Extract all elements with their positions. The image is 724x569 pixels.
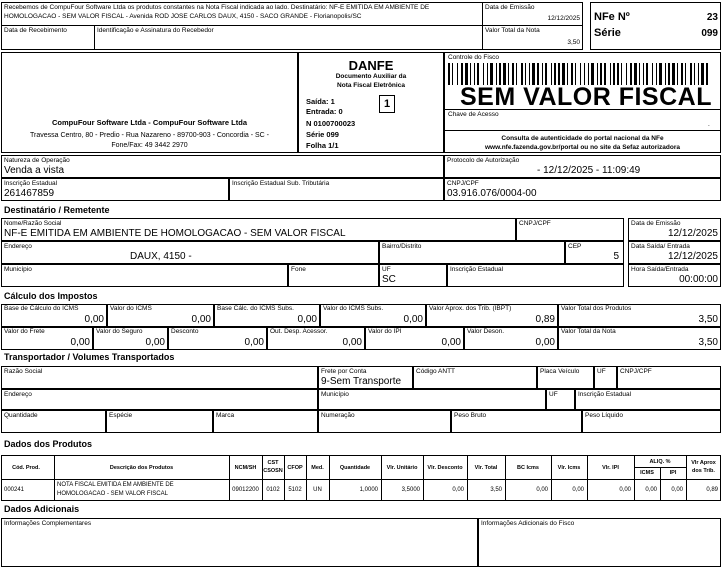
recipient-cep-label: CEP — [568, 243, 582, 250]
barcode-bar — [630, 63, 632, 85]
tax-label: Out. Desp. Acessor. — [270, 328, 328, 335]
product-code: 000241 — [4, 487, 25, 493]
barcode-bar — [626, 63, 627, 85]
col-header: Med. — [311, 465, 324, 471]
danfe-subtitle-2: Nota Fiscal Eletrônica — [337, 82, 405, 89]
barcode-bar — [521, 63, 523, 85]
barcode-bar — [508, 63, 509, 85]
col-divider — [329, 455, 330, 501]
canhoto-total-value: 3,50 — [567, 39, 580, 46]
tax-value: 0,00 — [145, 337, 165, 348]
canhoto-total-label: Valor Total da Nota — [485, 27, 540, 34]
recipient-address-value: DAUX, 4150 - — [130, 251, 192, 262]
tax-value: 3,50 — [698, 337, 718, 348]
recipient-ie-label: Inscrição Estadual — [450, 266, 504, 273]
recipient-emission-label: Data de Emissão — [631, 220, 681, 227]
barcode-bar — [461, 63, 463, 85]
transport-label: Endereço — [4, 391, 32, 398]
tax-value: 0,00 — [441, 337, 461, 348]
barcode-bar — [551, 63, 552, 85]
barcode-image — [448, 63, 712, 85]
barcode-bar — [537, 63, 539, 85]
product-desc-1: NOTA FISCAL EMITIDA EM AMBIENTE DE — [57, 482, 174, 488]
barcode-bar — [659, 63, 662, 85]
barcode-bar — [512, 63, 514, 85]
col-header: CSOSN — [263, 468, 283, 474]
tax-value: 0,89 — [535, 314, 555, 325]
products-header-divider — [1, 479, 721, 480]
col-header: BC Icms — [516, 465, 539, 471]
recipient-name-label: Nome/Razão Social — [4, 220, 62, 227]
recipient-exit-date-value: 12/12/2025 — [667, 251, 718, 262]
product-aliq-ipi: 0,00 — [671, 487, 683, 493]
col-header: dos Trib. — [692, 468, 715, 474]
transport-label: Marca — [216, 412, 235, 419]
barcode-bar — [701, 63, 704, 85]
barcode-bar — [554, 63, 556, 85]
col-header: Vlr. IPI — [602, 465, 619, 471]
col-header: IPI — [669, 470, 677, 476]
transport-label: Peso Líquido — [585, 412, 623, 419]
barcode-bar — [604, 63, 606, 85]
tax-label: Base Cálc. do ICMS Subs. — [217, 305, 294, 312]
barcode-bar — [588, 63, 589, 85]
nfe-number-box — [590, 2, 721, 50]
product-total: 3,50 — [490, 487, 502, 493]
recipient-emission-value: 12/12/2025 — [667, 228, 718, 239]
product-aliq-icms: 0,00 — [645, 487, 657, 493]
col-divider — [54, 455, 55, 501]
col-header: ALIQ. % — [649, 459, 671, 465]
col-header: Cód. Prod. — [12, 465, 40, 471]
col-divider — [229, 455, 230, 501]
ie-st-label: Inscrição Estadual Sub. Tributária — [232, 180, 330, 187]
barcode-bar — [639, 63, 640, 85]
nature-value: Venda a vista — [4, 165, 65, 176]
tax-label: Base de Cálculo do ICMS — [4, 305, 79, 312]
recipient-phone-label: Fone — [291, 266, 306, 273]
nature-label: Natureza de Operação — [4, 157, 70, 164]
tax-label: Valor do Frete — [4, 328, 45, 335]
product-discount: 0,00 — [452, 487, 464, 493]
recipient-exit-time-label: Hora Saída/Entrada — [631, 266, 689, 273]
barcode-bar — [681, 63, 683, 85]
col-divider — [587, 455, 588, 501]
transport-label: Placa Veículo — [540, 368, 580, 375]
tax-label: Valor Total dos Produtos — [561, 305, 632, 312]
barcode-bar — [457, 63, 458, 85]
barcode-bar — [532, 63, 535, 85]
transport-label: Espécie — [109, 412, 133, 419]
recipient-city-label: Município — [4, 266, 32, 273]
tax-value: 3,50 — [698, 314, 718, 325]
col-divider — [423, 455, 424, 501]
barcode-bar — [470, 63, 471, 85]
access-key-value: . — [708, 121, 710, 128]
recipient-district-label: Bairro/Distrito — [382, 243, 422, 250]
canhoto-divider — [1, 25, 583, 26]
barcode-bar — [600, 63, 602, 85]
barcode-bar — [706, 63, 708, 85]
product-qty: 1,0000 — [359, 487, 378, 493]
frete-value: 9-Sem Transporte — [321, 376, 402, 387]
canhoto-vline-2 — [94, 25, 95, 50]
product-ncm: 09012200 — [232, 487, 259, 493]
tax-label: Valor do Seguro — [96, 328, 143, 335]
barcode-bar — [496, 63, 497, 85]
barcode-bar — [597, 63, 598, 85]
barcode-bar — [477, 63, 479, 85]
barcode-bar — [643, 63, 644, 85]
nfe-number: 23 — [706, 12, 718, 23]
barcode-bar — [562, 63, 565, 85]
col-header: CFOP — [287, 465, 303, 471]
recipient-city-box — [1, 264, 288, 287]
product-desc-2: HOMOLOGACAO - SEM VALOR FISCAL — [57, 491, 168, 497]
barcode-bar — [677, 63, 678, 85]
barcode-bar — [542, 63, 543, 85]
barcode-bar — [525, 63, 526, 85]
transport-label: Código ANTT — [416, 368, 456, 375]
serie-label: Série — [594, 27, 621, 39]
ie-value: 261467859 — [4, 188, 55, 199]
tax-label: Valor Deson. — [467, 328, 505, 335]
emitter-name: CompuFour Software Ltda - CompuFour Software Ltda — [52, 118, 247, 127]
canhoto-emission-date: 12/12/2025 — [547, 15, 580, 22]
canhoto-received-text-2: HOMOLOGACAO - SEM VALOR FISCAL - Avenida ROD JOSE CARLOS DAUX, 4150 - SACO GRANDE - Florianopolis/SC — [4, 13, 362, 20]
transport-label: UF — [549, 391, 558, 398]
fisco-divider-1 — [444, 109, 721, 110]
barcode-bar — [529, 63, 530, 85]
product-cfop: 5102 — [288, 487, 302, 493]
complementary-label: Informações Complementares — [4, 520, 92, 527]
danfe-serie: Série 099 — [306, 130, 339, 139]
barcode-bar — [503, 63, 506, 85]
barcode-bar — [694, 63, 695, 85]
tax-value: 0,00 — [84, 314, 104, 325]
danfe-type: 1 — [383, 98, 391, 110]
product-bc-icms: 0,00 — [536, 487, 548, 493]
consult-line-2: www.nfe.fazenda.gov.br/portal ou no site da Sefaz autorizadora — [484, 144, 681, 151]
barcode-bar — [668, 63, 670, 85]
taxes-section-title: Cálculo dos Impostos — [4, 291, 98, 301]
recipient-exit-time-value: 00:00:00 — [679, 274, 718, 285]
barcode-bar — [452, 63, 453, 85]
barcode-bar — [698, 63, 699, 85]
transport-label: Numeração — [321, 412, 355, 419]
tax-label: Valor Aprox. dos Trib. (IBPT) — [429, 305, 512, 312]
barcode-bar — [487, 63, 488, 85]
recipient-uf-label: UF — [382, 266, 391, 273]
tax-value: 0,00 — [297, 314, 317, 325]
recipient-address-label: Endereço — [4, 243, 32, 250]
fisco-watermark: SEM VALOR FISCAL — [460, 83, 712, 111]
tax-label: Valor do ICMS — [110, 305, 152, 312]
canhoto-vline-1 — [482, 2, 483, 50]
barcode-bar — [545, 63, 547, 85]
cnpj-value: 03.916.076/0004-00 — [447, 188, 537, 199]
transport-label: UF — [597, 368, 606, 375]
barcode-bar — [656, 63, 657, 85]
barcode-bar — [690, 63, 692, 85]
cnpj-label: CNPJ/CPF — [447, 180, 479, 187]
product-v-icms: 0,00 — [572, 487, 584, 493]
tax-label: Valor do ICMS Subs. — [323, 305, 384, 312]
barcode-bar — [567, 63, 568, 85]
barcode-bar — [448, 63, 450, 85]
barcode-bar — [646, 63, 648, 85]
barcode-bar — [571, 63, 573, 85]
barcode-bar — [685, 63, 686, 85]
transport-section-title: Transportador / Volumes Transportados — [4, 352, 175, 362]
protocol-label: Protocolo de Autorização — [447, 157, 520, 164]
protocol-value: - 12/12/2025 - 11:09:49 — [537, 165, 641, 176]
col-header: Descrição dos Produtos — [109, 465, 174, 471]
tax-label: Valor Total da Nota — [561, 328, 616, 335]
tax-value: 0,00 — [70, 337, 90, 348]
barcode-bar — [672, 63, 675, 85]
consult-line-1: Consulta de autenticidade do portal nacional da NFe — [501, 135, 664, 142]
aliq-divider — [634, 467, 686, 468]
transport-label: Peso Bruto — [454, 412, 487, 419]
barcode-bar — [483, 63, 484, 85]
product-cst: 0102 — [266, 487, 280, 493]
col-divider — [306, 455, 307, 501]
barcode-bar — [652, 63, 653, 85]
canhoto-receipt-date-label: Data de Recebimento — [4, 27, 67, 34]
product-unit-value: 3,5000 — [401, 487, 420, 493]
canhoto-received-text-1: Recebemos de CompuFour Software Ltda os produtos constantes na Nota Fiscal indicada ao lado. Destinatário: NF-E EMITIDA EM AMBIENTE DE — [4, 4, 430, 11]
danfe-saida: Saída: 1 — [306, 97, 335, 106]
fisco-divider-2 — [444, 130, 721, 131]
col-header: CST — [267, 460, 279, 466]
barcode-bar — [499, 63, 501, 85]
tax-label: Valor do IPI — [368, 328, 402, 335]
col-header: Vlr. Unitário — [386, 465, 418, 471]
recipient-exit-date-label: Data Saída/ Entrada — [631, 243, 690, 250]
recipient-cep-value: 5 — [613, 251, 619, 262]
product-trib: 0,89 — [706, 487, 718, 493]
danfe-entrada: Entrada: 0 — [306, 107, 343, 116]
product-v-ipi: 0,00 — [619, 487, 631, 493]
recipient-section-title: Destinatário / Remetente — [4, 205, 110, 215]
barcode-bar — [580, 63, 581, 85]
tax-value: 0,00 — [342, 337, 362, 348]
barcode-bar — [558, 63, 560, 85]
serie-number: 099 — [701, 28, 718, 39]
barcode-bar — [575, 63, 576, 85]
barcode-bar — [516, 63, 517, 85]
barcode-bar — [591, 63, 594, 85]
barcode-bar — [634, 63, 637, 85]
emitter-address: Travessa Centro, 80 - Predio - Rua Nazareno - 89700-903 - Concordia - SC - — [29, 132, 269, 139]
col-header: Vlr Aprox — [691, 460, 716, 466]
danfe-title: DANFE — [348, 58, 394, 73]
col-header: Vlr. Desconto — [427, 465, 463, 471]
barcode-bar — [490, 63, 493, 85]
tax-value: 0,00 — [244, 337, 264, 348]
tax-label: Desconto — [171, 328, 199, 335]
col-header: Vlr. Total — [474, 465, 498, 471]
canhoto-emission-label: Data de Emissão — [485, 4, 535, 11]
access-key-label: Chave de Acesso — [448, 111, 499, 118]
transport-label: Inscrição Estadual — [578, 391, 632, 398]
tax-value: 0,00 — [191, 314, 211, 325]
transport-label: Município — [321, 391, 349, 398]
transport-label: Frete por Conta — [321, 368, 367, 375]
recipient-uf-value: SC — [382, 274, 396, 285]
col-divider — [381, 455, 382, 501]
nfe-label: NFe Nº — [594, 11, 630, 23]
barcode-bar — [474, 63, 475, 85]
additional-section-title: Dados Adicionais — [4, 504, 80, 514]
canhoto-signature-label: Identificação e Assinatura do Recebedor — [97, 27, 214, 34]
ie-label: Inscrição Estadual — [4, 180, 58, 187]
col-header: Vlr. Icms — [557, 465, 581, 471]
transport-label: CNPJ/CPF — [620, 368, 652, 375]
transport-label: Razão Social — [4, 368, 43, 375]
barcode-bar — [613, 63, 615, 85]
col-divider — [467, 455, 468, 501]
tax-value: 0,00 — [535, 337, 555, 348]
barcode-bar — [665, 63, 666, 85]
barcode-bar — [621, 63, 622, 85]
recipient-cnpj-label: CNPJ/CPF — [519, 220, 551, 227]
products-section-title: Dados dos Produtos — [4, 439, 93, 449]
product-unit: UN — [313, 487, 322, 493]
danfe-number: N 0100700023 — [306, 119, 356, 128]
fisco-control-label: Controle do Fisco — [448, 54, 499, 61]
col-header: Quantidade — [339, 465, 371, 471]
barcode-bar — [617, 63, 619, 85]
danfe-subtitle-1: Documento Auxiliar da — [335, 73, 407, 80]
col-header: ICMS — [640, 470, 654, 476]
barcode-bar — [610, 63, 611, 85]
fisco-info-label: Informações Adicionais do Fisco — [481, 520, 575, 527]
transport-cell — [318, 389, 546, 410]
transport-cell — [1, 366, 318, 389]
col-divider — [284, 455, 285, 501]
transport-cell — [1, 389, 318, 410]
barcode-bar — [465, 63, 468, 85]
col-divider — [551, 455, 552, 501]
barcode-bar — [584, 63, 585, 85]
danfe-folha: Folha 1/1 — [306, 141, 339, 150]
emitter-phone: Fone/Fax: 49 3442 2970 — [111, 142, 188, 149]
recipient-name-value: NF-E EMITIDA EM AMBIENTE DE HOMOLOGACAO - SEM VALOR FISCAL — [4, 228, 346, 239]
tax-value: 0,00 — [403, 314, 423, 325]
transport-label: Quantidade — [4, 412, 38, 419]
col-header: NCM/SH — [234, 465, 257, 471]
col-divider — [505, 455, 506, 501]
